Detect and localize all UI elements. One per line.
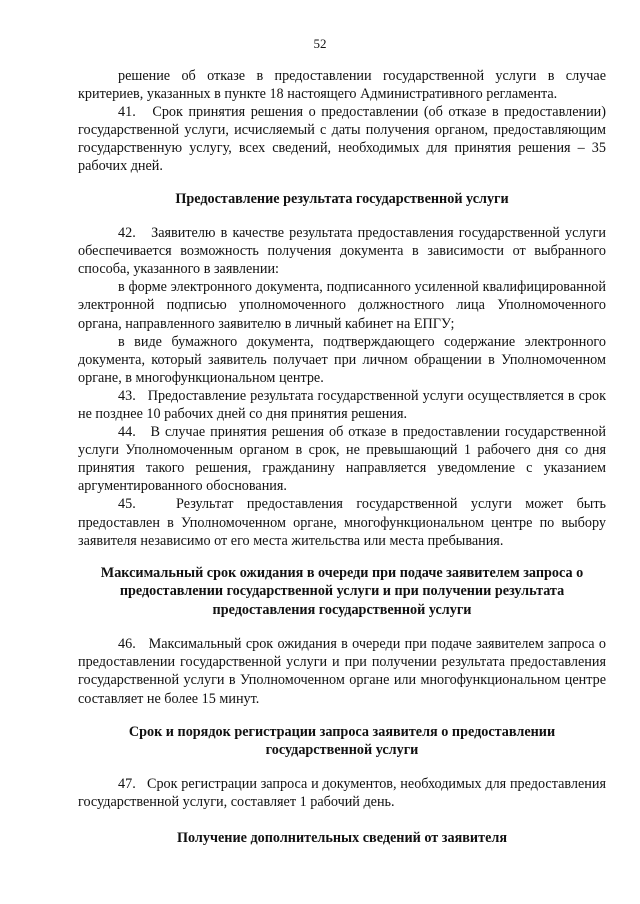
page-number: 52: [313, 36, 327, 51]
paragraph-43: 43. Предоставление результата государственной услуги осуществляется в срок не позднее 10 рабочих дней со дня принятия решения.: [78, 387, 606, 422]
paragraph-electronic-document: в форме электронного документа, подписанного усиленной квалифицированной электронной подписью уполномоченного должностного лица Уполномоченного органа, направленного заявителю в личный кабинет на ЕПГУ;: [78, 279, 606, 332]
paragraph-42: 42. Заявителю в качестве результата предоставления государственной услуги обеспечивается возможность получения документа в зависимости от выбранного способа, указанного в заявлении:: [78, 225, 606, 278]
paragraph-47: 47. Срок регистрации запроса и документов, необходимых для предоставления государственной услуги, составляет 1 рабочий день.: [78, 775, 606, 810]
page-content: [78, 67, 606, 847]
paragraph-45: 45. Результат предоставления государственной услуги может быть предоставлен в Уполномоченном органе, многофункциональном центре по выбору заявителя независимо от его места жительства или места пребывания.: [78, 496, 606, 549]
section-heading-registration: Срок и порядок регистрации запроса заявителя о предоставлении государственной услуги: [128, 723, 556, 759]
paragraph-41: 41. Срок принятия решения о предоставлении (об отказе в предоставлении) государственной услуги, исчисляемый с даты получения органом, предоставляющим государственную услугу, всех сведений, необходимых для принятия решения – 35 рабочих дней.: [78, 104, 606, 175]
paragraph-rejection-criteria: решение об отказе в предоставлении государственной услуги в случае критериев, указанных в пункте 18 настоящего Административного регламента.: [78, 68, 606, 103]
paragraph-46: 46. Максимальный срок ожидания в очереди при подаче заявителем запроса о предоставлении государственной услуги и при получении результата предоставления государственной услуги в Уполномоченном органе или многофункциональном центре составляет не более 15 минут.: [78, 636, 606, 707]
section-heading-additional-info: Получение дополнительных сведений от заявителя: [176, 829, 507, 846]
section-heading-queue-time: Максимальный срок ожидания в очереди при подаче заявителем запроса о предоставлении государственной услуги и при получении результата предоставления государственной услуги: [100, 564, 584, 618]
paragraph-44: 44. В случае принятия решения об отказе в предоставлении государственной услуги Уполномоченным органом в срок, не превышающий 1 рабочего дня со дня принятия такого решения, гражданину направляется уведомление с указанием аргументированного обоснования.: [78, 424, 606, 495]
paragraph-paper-document: в виде бумажного документа, подтверждающего содержание электронного документа, который заявитель получает при личном обращении в Уполномоченном органе, в многофункциональном центре.: [78, 333, 606, 386]
section-heading-result: Предоставление результата государственной услуги: [175, 190, 509, 207]
